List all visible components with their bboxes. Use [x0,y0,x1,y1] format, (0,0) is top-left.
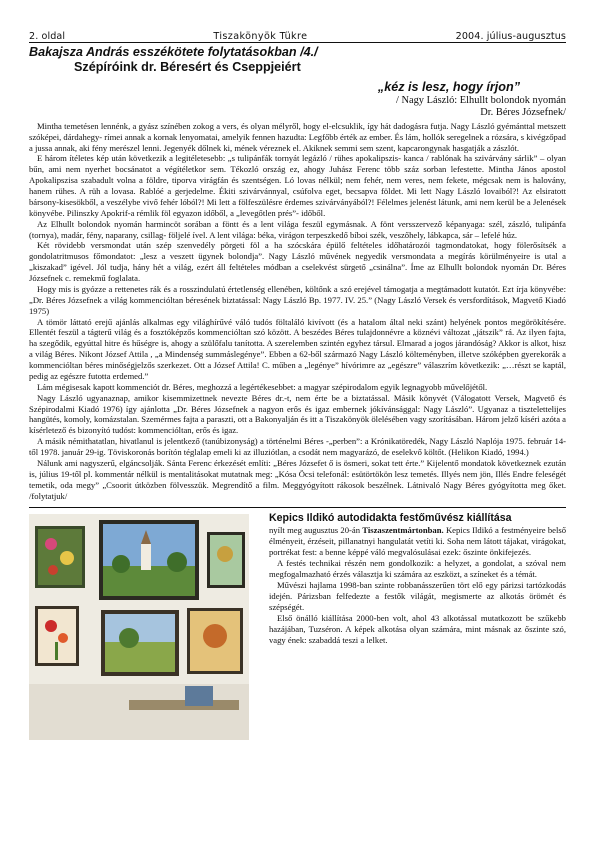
page [29,28,566,756]
paragraph: Két rövidebb versmondat után szép szenvedély pörgeti föl a ha szócskára épülő feltételes időhatározói tagmondatokat, hogy fölerősítsék a gondolatritmusos főmondatot: „lesz a veszett ügynek bolondja”. Nagy László művének negyedik versmondata a megírás körülményeire is utal a „kiszakad” igével. Jól tudja, hány hét a világ, ezért áll feltételes módban a cselekvést sürgető „csinálna”. Íme az Elhullt bolondok nyomán Dr. Béres Józsefnek c. remekmű foglalata. [29,240,566,284]
issue-date: 2004. július-augusztus [455,31,566,42]
page-header [29,28,566,43]
exhibition-section [29,512,566,756]
newspaper-name: Tiszakönyök Tükre [213,31,308,42]
article-series-title: Bakajsza András esszékötete folytatásokban /4./ [29,45,318,59]
paragraph: Művészi hajlama 1998-ban szinte robbanásszerűen tört elő egy párizsi tartózkodás idején. Párizsban felfedezte a festők világát, megismerte az alkotás örömét és szépségét. [269,579,566,612]
lead-rest: Kepics Ildikó a festményeire belső élményeit, érzéseit, pillanatnyi hangulatát vetíti ki. Soha nem látott tájakat, virágokat, portrékat fest: a benne képpé váló megvalósulásai ezek: őszinte önkifejezés. [269,525,566,558]
paragraph: A festés technikai részén nem gondolkozik: a helyzet, a gondolat, a szóval nem megfogalmazható érzés választja ki számára az eszközt, a színeket és a témát. [269,558,566,580]
paragraph: Mintha temetésen lennénk, a gyász színében zokog a vers, és olyan mélyről, hogy el-elcsuklik, így hát dadogásra futja. Nagy László gyémánttal metszett szóképei, dárdahegy- rímei annak a kornak lenyomatai, amelyik fennen hazudta: Legfőbb érték az ember. És lám, hollók seregelnek a rózsára, s kivégzőpad a jussa annak, aki fény merészel lenni. Jegenyék dőlnek ki, mének véreznek el. Akiknek semmi sem szent, kapcarongynak hasgatják a zászlót. [29,120,566,153]
article-body [29,121,566,502]
article-title: Szépíróink dr. Béresért és Cseppjeiért [74,60,301,74]
paragraph: Nálunk ami nagyszerű, elgáncsolják. Sánta Ferenc érkezését említi: „Béres Józsefet ő is ösmeri, sokat tett érte.” Kijelentő mondatok következnek ezután is, július 19-től pl. kommentár nélkül is mentalitásokat mutatnak meg: „Kósa Öcsi telefonál: esütörtökön lesz temetés. Illyés nem jön, Illés Endre feleségét temetik, oda megy” „Csoorit útközben fölvesszük. Megrendítő a film. Meggyógyított rákosok beszélnek. Látnivaló Nagy Béres gyógyította meg őket. /folytatjuk/ [29,457,566,501]
paragraph: Az Elhullt bolondok nyomán harmincöt sorában a föntt és a lent világa feszül egymásnak. A fönt versszervező képanyaga: szél, zászló, tulipánfa (tornya), madár, fény, naparany, csillag- följelé ível. A lent világa: béka, virágon terpeszkedő bíboi szék, veszőhely, lábkapca, sár – lefelé húz. [29,218,566,240]
exhibition-article [269,512,566,645]
lead-text: nyílt meg augusztus 20-án [269,525,363,536]
paragraph: Nagy László ugyanaznap, amikor kisemmizettnek nevezte Béres dr.-t, nem érte be a biztatással. Másik könyvét (Válogatott Versek, Magvető és Szépirodalmi Kiadó 1976) így ajánlotta „Dr. Béres Józsefnek a nagyon erős és igaz embernek jókívánsággal: Nagy László”. Ugyanaz a tisztelettelijes hangütés, komoly, komázstalan. Szemérmes fajta a paraszti, ott a Bakonyalján és itt a Tiszakönyök ölelésében vagy szorításában. Három jelző kíséri azóta a kísérletező és bizonyító tudóst: kommencióltan, erős és igaz. [29,392,566,436]
paragraph: A másik némithatatlan, hivatlanul is jelentkező (tanúbizonyság) a történelmi Béres -„perben”: a Krónikatöredék, Nagy László Naplója 1975. február 14-től 1978. január 29-ig. Töviskoronás borítón téglalap emeli ki az illuziótlan, a csodát nem magyarázó, de eselekvő költőt. (Helikon Kiadó, 1994.) [29,436,566,458]
lead-paragraph [269,525,566,558]
exhibition-article-title: Kepics Ildikó autodidakta festőművész kiállítása [269,512,512,525]
paragraph: A tömör láttató erejű ajánlás alkalmas egy világhírűvé váló tudós föltaláló kivívott (és a hatalom által neki szánt) helyének pontos megörökítésére. Ellentét feszül a tágterű világ és a fosztóképzős kommencióltan szó között. A beszédes Béres tulajdonnévre a köznévi változat „játszik” rá. Az ilyen fajta, ha szegődik, egyúttal hitre és hűségre is, ahogy a szülőfalu tanította. A szerelemben szintén egyhez társul. Elmarad a jogos járandóság? Akkor is alkot, hisz a világ Béres. Nikont József Attila , „a Mindenség summáslegénye”. Ebben a 62-ből származó Nagy László költeményben, illetve szóképben gyerekorák a kommencióltan béres minőségjelzős szerkezet. Ott a József Attila! C. műben a „legénye” hívórimre az „egészre” válaszrím következik: „…részt se kaptál, pedig az egészre futotta erdemed.” [29,316,566,381]
quote-attribution: / Nagy László: Elhullt bolondok nyomán [396,95,566,106]
exhibition-article-body [269,525,566,645]
paragraph: Lám mégisesak kapott kommenciót dr. Béres, meghozzá a legértékesebbet: a magyar szépirodalom egyik legnagyobb művelőjétől. [37,381,488,392]
paragraph: E három ítéletes kép után következik a legitéletesebb: „s tulipánfák tornyát legázló / rühes apokalipszis- kanca / rablónak ha szivárvány sárlik” – olyan bűn, ami nem nyerhet bocsánatot a végítéletkor sem. Tékozló ország ez, ahogy Juhász Ferenc több száz sorban lefestette. Mintha János apostol Apokalipszisa szabadult volna a földre, tiporva virágfán és szentségen. Ló lovas nélkül; nem fehér, nem veres, nem fekete, mégcsak nem is halovány, hanem rühes. A rüh a lovasa. Rablóé a gerjedelme. Ékiti szivárvánnyal, csúfolva eget, becsapva földet. Mi lett Nagy László lovaiból?! Az elsiratott bársony-kisesökből, a veszélybe vivő fehér lóból?! Mi lett a fölfeszülésre érdemes szivárványából?! Félelmes jelenést látunk, ami nem kerül be a Jelenések könyvébe. Pilinszky Apokrif-a rémlik föl egyazon időből, a „levegőtlen prés”- időből. [29,153,566,218]
page-number: 2. oldal [29,31,66,42]
paragraph: Hogy mis is gyózze a rettenetes rák és a rosszindulatú értetlenség ellenében, költőnk a szó erejével támogatja a megtámadott kutatót. Ezt írja könyvébe: „Dr. Béres Józsefnek a világ kommencióltan béresének biztatással: Nagy László Bp. 1977. IV. 25.” (Nagy László Versek és versfordítások, Magvető Kiadó 1975) [29,283,566,316]
exhibition-photo [29,514,249,740]
quote-title: „kéz is lesz, hogy írjon” [377,80,520,94]
lead-place: Tiszaszentmártonban. [362,525,444,536]
section-divider [29,507,566,508]
quote-dedication: Dr. Béres Józsefnek/ [480,107,566,119]
exhibition-photo-image [29,514,249,740]
paragraph: Első önálló kiállítása 2000-ben volt, ahol 43 alkotással mutatkozott be szűkebb hazájában, Tuzséron. A képek alkotása olyan számára, mint másnak az őszinte szó, vagy ének: szabaddá teszi a lelket. [269,612,566,645]
